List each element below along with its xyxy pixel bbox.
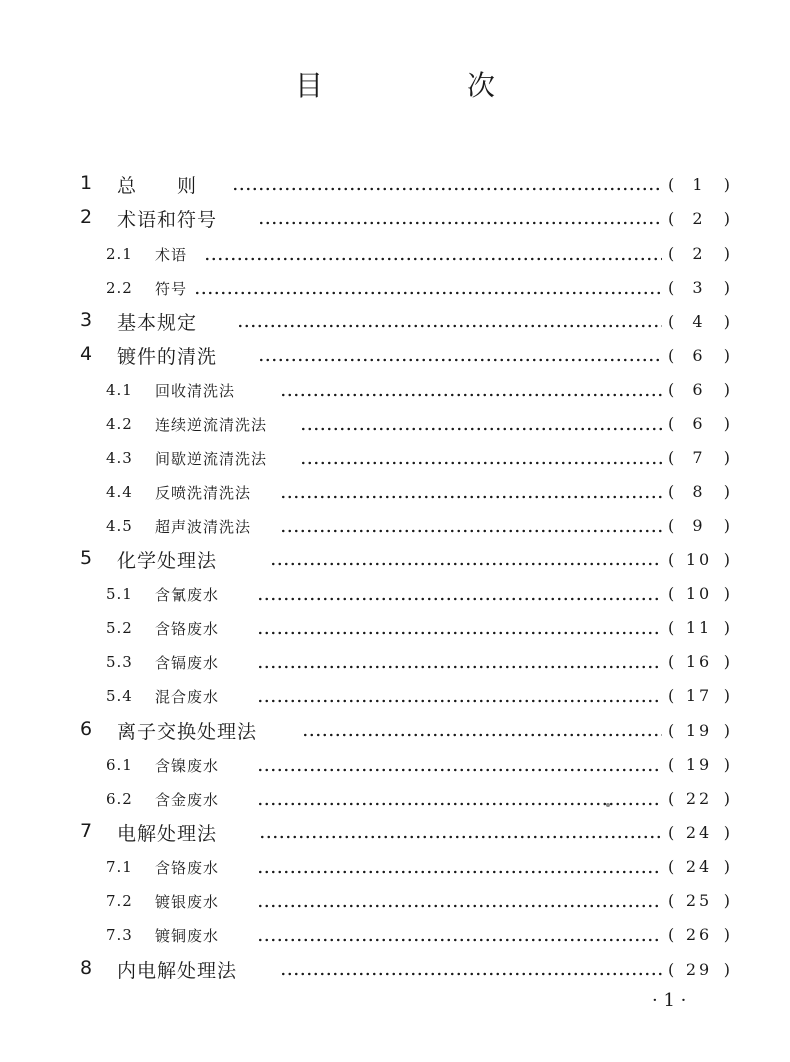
toc-entry-number: 6.1 [106, 756, 133, 774]
page-number: 25 [685, 891, 713, 910]
toc-entry [0, 375, 790, 409]
left-paren: ( [668, 823, 675, 842]
page-number: 10 [685, 550, 713, 569]
toc-dot-leader [300, 443, 662, 477]
toc-dot-leader [280, 955, 662, 989]
toc-entry-page [668, 960, 730, 979]
toc-entry-number: 5.2 [106, 619, 133, 637]
toc-entry-page [668, 312, 730, 331]
left-paren: ( [668, 686, 675, 705]
toc-entry-number: 2 [80, 206, 93, 228]
toc-entry-page [668, 516, 730, 535]
toc-entry-page [668, 278, 730, 297]
toc-entry-number: 1 [80, 172, 93, 194]
left-paren: ( [668, 652, 675, 671]
left-paren: ( [668, 925, 675, 944]
toc-dot-leader [257, 852, 662, 886]
right-paren: ) [723, 380, 730, 399]
toc-entry-number: 5 [80, 547, 93, 569]
page-number: 6 [692, 380, 706, 399]
toc-entry-label: 术语 [155, 246, 188, 264]
toc-entry [0, 409, 790, 443]
page-number: 3 [692, 278, 706, 297]
left-paren: ( [668, 960, 675, 979]
right-paren: ) [723, 584, 730, 603]
toc-entry-number: 7.1 [106, 858, 133, 876]
toc-entry-page [668, 175, 730, 194]
right-paren: ) [723, 209, 730, 228]
toc-dot-leader [257, 579, 662, 613]
toc-entry [0, 579, 790, 613]
toc-entry-page [668, 380, 730, 399]
toc-entry-number: 2.1 [106, 245, 133, 263]
page-number: 8 [692, 482, 706, 501]
toc-entry [0, 784, 790, 818]
left-paren: ( [668, 175, 675, 194]
toc-entry-label: 镀铜废水 [155, 927, 220, 945]
toc-entry-label: 术语和符号 [117, 209, 218, 231]
right-paren: ) [723, 346, 730, 365]
left-paren: ( [668, 244, 675, 263]
toc-entry-label: 含镉废水 [155, 654, 220, 672]
toc-entry [0, 477, 790, 511]
right-paren: ) [723, 721, 730, 740]
toc-entry [0, 852, 790, 886]
toc-dot-leader [280, 375, 662, 409]
right-paren: ) [723, 960, 730, 979]
toc-entry-page [668, 652, 730, 671]
toc-entry-page [668, 550, 730, 569]
toc-entry-number: 2.2 [106, 279, 133, 297]
toc-dot-leader [300, 409, 662, 443]
toc-dot-leader [280, 477, 662, 511]
toc-dot-leader [204, 239, 662, 273]
toc-entry-label: 电解处理法 [117, 823, 218, 845]
left-paren: ( [668, 789, 675, 808]
right-paren: ) [723, 755, 730, 774]
toc-dot-leader [194, 273, 662, 307]
toc-entry-number: 6.2 [106, 790, 133, 808]
page-number: 16 [685, 652, 713, 671]
toc-dot-leader [257, 613, 662, 647]
toc-entry [0, 307, 790, 341]
toc-entry-number: 4 [80, 343, 93, 365]
left-paren: ( [668, 550, 675, 569]
toc-entry-label: 总 则 [117, 175, 198, 197]
left-paren: ( [668, 755, 675, 774]
toc-dot-leader [259, 818, 662, 852]
page-number: 9 [692, 516, 706, 535]
toc-entry-label: 混合废水 [155, 688, 220, 706]
toc-dot-leader [257, 784, 662, 818]
toc-entry-page [668, 584, 730, 603]
toc-entry-label: 内电解处理法 [117, 960, 238, 982]
toc-entry-number: 4.2 [106, 415, 133, 433]
toc-entry [0, 955, 790, 989]
toc-entry-label: 含镍废水 [155, 757, 220, 775]
left-paren: ( [668, 209, 675, 228]
toc-entry-page [668, 482, 730, 501]
toc-entry-number: 3 [80, 309, 93, 331]
toc-dot-leader [237, 307, 662, 341]
toc-entry-label: 含铬废水 [155, 620, 220, 638]
toc-entry-label: 符号 [155, 280, 188, 298]
right-paren: ) [723, 312, 730, 331]
left-paren: ( [668, 414, 675, 433]
left-paren: ( [668, 891, 675, 910]
toc-entry-page [668, 857, 730, 876]
page-number: 4 [692, 312, 706, 331]
right-paren: ) [723, 448, 730, 467]
toc-entry-label: 含氰废水 [155, 586, 220, 604]
toc-entry-label: 离子交换处理法 [117, 721, 258, 743]
right-paren: ) [723, 823, 730, 842]
left-paren: ( [668, 721, 675, 740]
toc-entry-label: 基本规定 [117, 312, 198, 334]
toc-entry [0, 818, 790, 852]
toc-entry-page [668, 618, 730, 637]
toc-entry-label: 反喷洗清洗法 [155, 484, 252, 502]
page-number: 7 [692, 448, 706, 467]
toc-entry-page [668, 686, 730, 705]
toc-entry [0, 273, 790, 307]
toc-entry-number: 4.4 [106, 483, 133, 501]
page-number: 2 [692, 244, 706, 263]
right-paren: ) [723, 175, 730, 194]
toc-entry-number: 4.5 [106, 517, 133, 535]
toc-entry-page [668, 823, 730, 842]
toc-entry [0, 613, 790, 647]
toc-entry-page [668, 414, 730, 433]
toc-entry-page [668, 755, 730, 774]
toc-dot-leader [258, 204, 662, 238]
toc-dot-leader [280, 511, 662, 545]
toc-entry [0, 239, 790, 273]
toc-entry [0, 511, 790, 545]
toc-entry-page [668, 721, 730, 740]
page-number: 11 [685, 618, 713, 637]
right-paren: ) [723, 550, 730, 569]
left-paren: ( [668, 380, 675, 399]
toc-entry-page [668, 244, 730, 263]
toc-entry-number: 5.4 [106, 687, 133, 705]
page-number: 26 [685, 925, 713, 944]
toc-entry [0, 443, 790, 477]
toc-dot-leader [257, 920, 662, 954]
right-paren: ) [723, 789, 730, 808]
toc-entry-number: 8 [80, 957, 93, 979]
page-number: 24 [685, 823, 713, 842]
toc-dot-leader [257, 681, 662, 715]
toc-entry-number: 5.1 [106, 585, 133, 603]
page-number: 19 [685, 755, 713, 774]
toc-entry-label: 超声波清洗法 [155, 518, 252, 536]
toc-entry [0, 750, 790, 784]
page-folio: · 1 · [652, 990, 687, 1011]
toc-dot-leader [270, 545, 662, 579]
toc-entry [0, 170, 790, 204]
right-paren: ) [723, 278, 730, 297]
toc-dot-leader [257, 647, 662, 681]
page-number: 6 [692, 414, 706, 433]
toc-entry-page [668, 891, 730, 910]
toc-entry [0, 341, 790, 375]
toc-entry-label: 镀银废水 [155, 893, 220, 911]
scan-speck [606, 803, 610, 807]
toc-dot-leader [257, 886, 662, 920]
toc-dot-leader [232, 170, 662, 204]
toc-entry [0, 886, 790, 920]
toc-entry-number: 5.3 [106, 653, 133, 671]
right-paren: ) [723, 414, 730, 433]
toc-entry [0, 204, 790, 238]
right-paren: ) [723, 516, 730, 535]
right-paren: ) [723, 686, 730, 705]
toc-entry [0, 545, 790, 579]
right-paren: ) [723, 857, 730, 876]
toc-entry-number: 4.1 [106, 381, 133, 399]
toc-entry-label: 含金废水 [155, 791, 220, 809]
toc-entry [0, 647, 790, 681]
toc-entry-page [668, 925, 730, 944]
right-paren: ) [723, 891, 730, 910]
page-number: 24 [685, 857, 713, 876]
toc-entry [0, 920, 790, 954]
toc-entry-number: 6 [80, 718, 93, 740]
toc-entry [0, 716, 790, 750]
right-paren: ) [723, 244, 730, 263]
page-number: 1 [692, 175, 706, 194]
page-number: 19 [685, 721, 713, 740]
left-paren: ( [668, 346, 675, 365]
toc-entry-number: 4.3 [106, 449, 133, 467]
right-paren: ) [723, 482, 730, 501]
left-paren: ( [668, 584, 675, 603]
toc-entry-page [668, 209, 730, 228]
left-paren: ( [668, 278, 675, 297]
toc-dot-leader [257, 750, 662, 784]
page-title: 目 次 [294, 69, 553, 102]
page-number: 6 [692, 346, 706, 365]
toc-entry-number: 7 [80, 820, 93, 842]
page-number: 17 [685, 686, 713, 705]
toc-dot-leader [258, 341, 662, 375]
page-number: 22 [685, 789, 713, 808]
toc-entry-label: 化学处理法 [117, 550, 218, 572]
toc-entry-page [668, 789, 730, 808]
toc-entry [0, 681, 790, 715]
left-paren: ( [668, 448, 675, 467]
toc-entry-label: 含铬废水 [155, 859, 220, 877]
right-paren: ) [723, 618, 730, 637]
left-paren: ( [668, 312, 675, 331]
right-paren: ) [723, 925, 730, 944]
toc-entry-page [668, 448, 730, 467]
right-paren: ) [723, 652, 730, 671]
left-paren: ( [668, 516, 675, 535]
toc-entry-number: 7.3 [106, 926, 133, 944]
toc-entry-number: 7.2 [106, 892, 133, 910]
toc-entry-label: 回收清洗法 [155, 382, 236, 400]
toc-dot-leader [302, 716, 662, 750]
page-number: 10 [685, 584, 713, 603]
toc-entry-label: 镀件的清洗 [117, 346, 218, 368]
page-number: 29 [685, 960, 713, 979]
left-paren: ( [668, 618, 675, 637]
page-number: 2 [692, 209, 706, 228]
left-paren: ( [668, 857, 675, 876]
toc-entry-page [668, 346, 730, 365]
toc-entry-label: 间歇逆流清洗法 [155, 450, 268, 468]
toc-entry-label: 连续逆流清洗法 [155, 416, 268, 434]
left-paren: ( [668, 482, 675, 501]
